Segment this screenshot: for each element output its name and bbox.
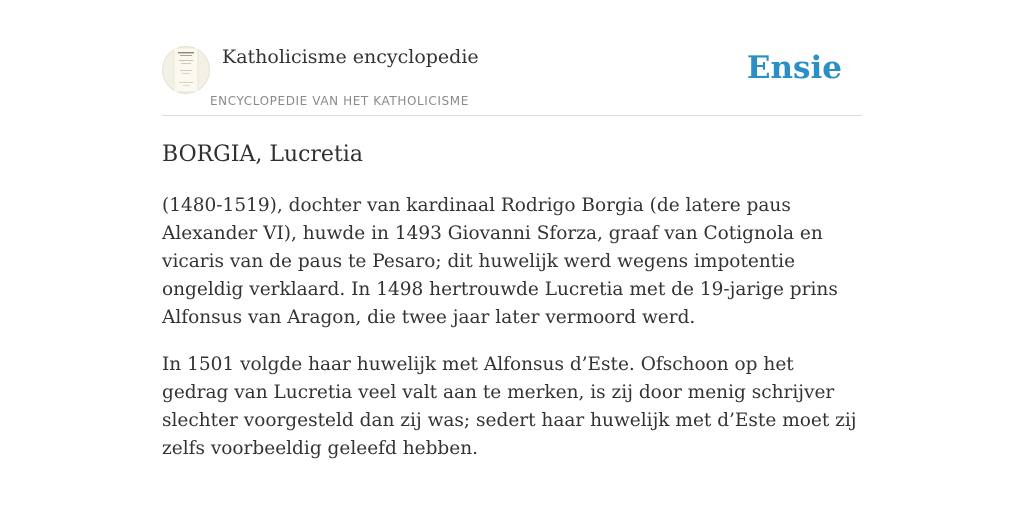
entry-paragraph: (1480-1519), dochter van kardinaal Rodrigo Borgia (de latere paus Alexander VI), huwde in 1493 Giovanni Sforza, graaf van Cotignola en vicaris van de paus te Pesaro; dit huwelijk werd wegens impotentie ongeldig verklaard. In 1498 hertrouwde Lucretia met de 19-jarige prins Alfonsus van Aragon, die twee jaar later vermoord werd.: [162, 195, 838, 328]
entry-content: [162, 138, 862, 463]
entry-paragraph: In 1501 volgde haar huwelijk met Alfonsus d’Este. Ofschoon op het gedrag van Lucretia veel valt aan te merken, is zij door menig schrijver slechter voorgesteld dan zij was; sedert haar huwelijk met d’Este moet zij zelfs voorbeeldig geleefd hebben.: [162, 354, 857, 459]
entry-body: [162, 192, 862, 463]
site-subtitle: ENCYCLOPEDIE VAN HET KATHOLICISME: [210, 94, 469, 108]
book-cover-icon[interactable]: [162, 46, 210, 94]
site-header: [162, 40, 862, 116]
brand-logo-link[interactable]: Ensie: [746, 50, 842, 86]
site-title[interactable]: Katholicisme encyclopedie: [222, 46, 479, 68]
entry-title: BORGIA, Lucretia: [162, 142, 363, 167]
